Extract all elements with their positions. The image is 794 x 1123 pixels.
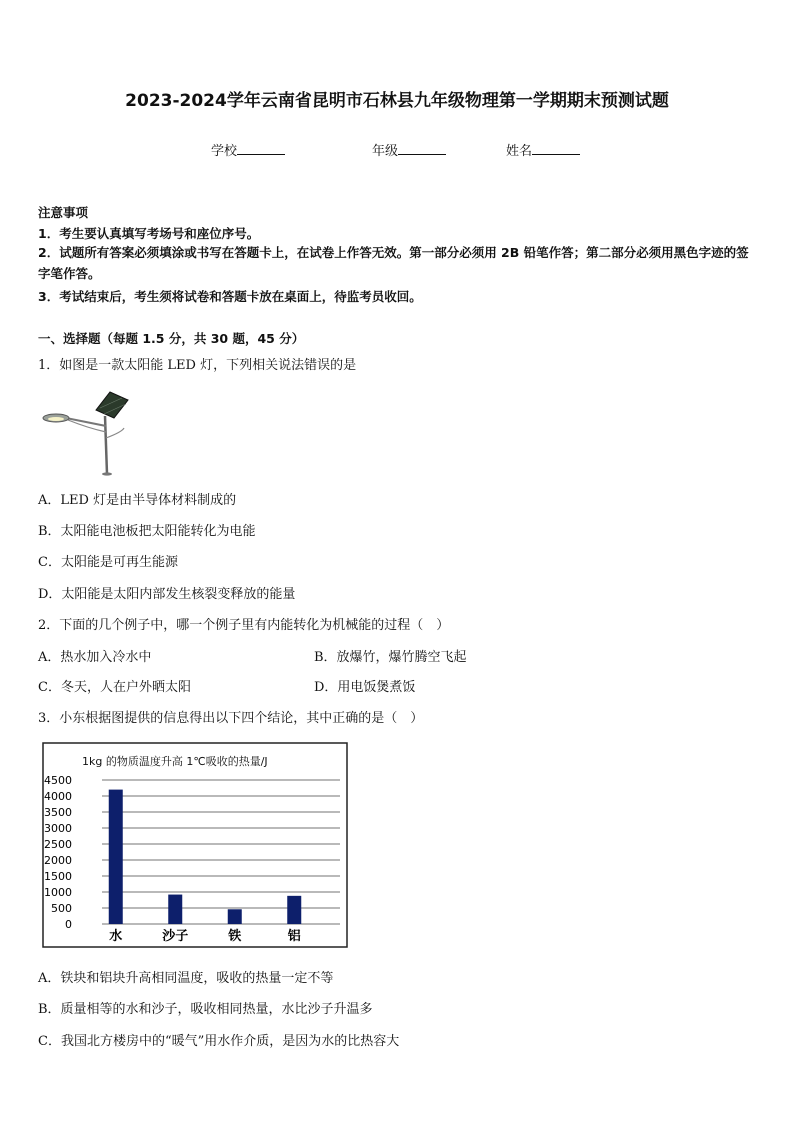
school-blank[interactable]	[237, 142, 285, 155]
notice-item-1: 1．考生要认真填写考场号和座位序号。	[38, 226, 260, 241]
y-tick-label: 2000	[44, 854, 72, 867]
q2-option-a: A．热水加入冷水中	[38, 650, 152, 665]
q2-option-b: B．放爆竹，爆竹腾空飞起	[314, 650, 467, 665]
y-tick-label: 500	[51, 902, 72, 915]
y-tick-label: 3500	[44, 806, 72, 819]
q1-option-c: C．太阳能是可再生能源	[38, 555, 178, 570]
bar-1	[168, 895, 182, 924]
y-tick-label: 3000	[44, 822, 72, 835]
chart-title: 1kg 的物质温度升高 1℃吸收的热量/J	[82, 755, 268, 768]
bar-2	[228, 909, 242, 924]
bar-3	[287, 896, 301, 924]
bar-0	[109, 790, 123, 924]
grade-blank[interactable]	[398, 142, 446, 155]
q2-stem: 2．下面的几个例子中，哪一个例子里有内能转化为机械能的过程（ ）	[38, 618, 450, 633]
school-field	[211, 140, 285, 159]
school-label: 学校	[211, 144, 238, 159]
notice-item-3: 3．考试结束后，考生须将试卷和答题卡放在桌面上，待监考员收回。	[38, 289, 422, 304]
specific-heat-bar-chart	[42, 742, 348, 948]
q2-option-d: D．用电饭煲煮饭	[314, 680, 416, 695]
notice-heading: 注意事项	[38, 205, 89, 220]
x-tick-label: 铁	[228, 929, 242, 944]
name-blank[interactable]	[532, 142, 580, 155]
section-heading: 一、选择题（每题 1.5 分，共 30 题，45 分）	[38, 331, 305, 346]
q1-option-d: D．太阳能是太阳内部发生核裂变释放的能量	[38, 587, 296, 602]
grade-label: 年级	[372, 144, 399, 159]
q1-option-b: B．太阳能电池板把太阳能转化为电能	[38, 524, 256, 539]
x-tick-label: 沙子	[162, 929, 189, 944]
chart-frame	[43, 743, 347, 947]
y-tick-label: 2500	[44, 838, 72, 851]
notice-item-2: 2．试题所有答案必须填涂或书写在答题卡上，在试卷上作答无效。第一部分必须用 2B 铅笔作答；第二部分必须用黑色字迹的签字笔作答。	[38, 245, 749, 281]
y-tick-label: 4500	[44, 774, 72, 787]
exam-title: 2023-2024学年云南省昆明市石林县九年级物理第一学期期末预测试题	[125, 91, 669, 111]
y-tick-label: 1000	[44, 886, 72, 899]
q1-stem: 1．如图是一款太阳能 LED 灯，下列相关说法错误的是	[38, 358, 357, 373]
solar-led-lamp-image	[38, 388, 130, 478]
name-field	[506, 140, 580, 159]
y-tick-label: 1500	[44, 870, 72, 883]
grade-field	[372, 140, 446, 159]
q3-option-c: C．我国北方楼房中的“暖气”用水作介质，是因为水的比热容大	[38, 1034, 400, 1049]
q3-option-b: B．质量相等的水和沙子，吸收相同热量，水比沙子升温多	[38, 1002, 373, 1017]
x-tick-label: 铝	[287, 929, 301, 944]
y-tick-label: 4000	[44, 790, 72, 803]
q3-option-a: A．铁块和铝块升高相同温度，吸收的热量一定不等	[38, 971, 334, 986]
q1-option-a: A．LED 灯是由半导体材料制成的	[38, 493, 237, 508]
y-tick-label: 0	[65, 918, 72, 931]
name-label: 姓名	[506, 144, 533, 159]
q3-stem: 3．小东根据图提供的信息得出以下四个结论，其中正确的是（ ）	[38, 711, 424, 726]
q2-option-c: C．冬天，人在户外晒太阳	[38, 680, 191, 695]
x-tick-label: 水	[109, 929, 123, 944]
